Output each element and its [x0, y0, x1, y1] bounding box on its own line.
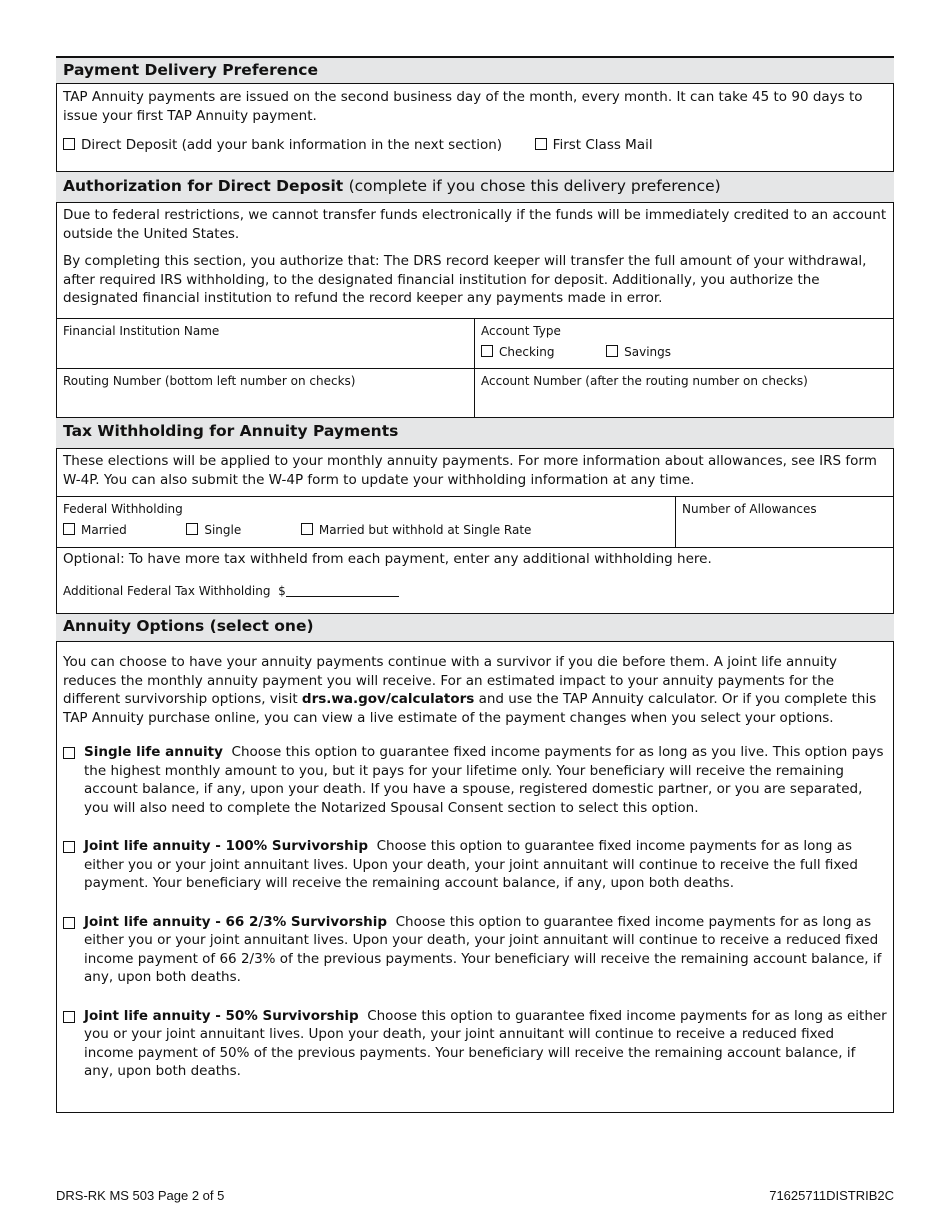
bank-row-2 — [57, 368, 893, 417]
institution-label: Financial Institution Name — [63, 324, 220, 338]
joint-66-text: Choose this option to guarantee fixed income payments for as long as either you or your joint annuitant lives. Upon your death, your joint annuitant will continue to receive a reduced fixed income payment of 66 2/3% of the previous payments. Your beneficiary will receive the remaining account balance, if any, upon both deaths. — [84, 913, 882, 985]
single-life-title: Single life annuity — [84, 744, 223, 760]
annuity-intro-before: You can choose to have your annuity payments continue with a survivor if you die before them. A joint life annuity reduces the monthly annuity payment you will receive. For an estimated impact to your annuity payments for the different survivorship options, visit — [63, 654, 838, 707]
account-type-field — [474, 319, 893, 368]
joint-100-text: Choose this option to guarantee fixed income payments for as long as either you or your joint annuitant lives. Upon your death, your joint annuitant will continue to receive the full fixed payment. Your beneficiary will receive the remaining account balance, if any, upon both deaths. — [84, 838, 858, 891]
direct-deposit-text-2: By completing this section, you authorize that: The DRS record keeper will transfer the full amount of your withdrawal, after required IRS withholding, to the designated financial institution for deposit. Additionally, you authorize the designated financial institution to refund the record keeper any payments made in error. — [63, 253, 867, 306]
single-checkbox[interactable] — [186, 523, 198, 535]
calculator-link[interactable]: drs.wa.gov/calculators — [301, 691, 475, 707]
federal-row — [57, 496, 893, 547]
checking-label: Checking — [499, 345, 555, 359]
additional-withholding-line — [63, 583, 887, 599]
bank-row-1 — [57, 318, 893, 368]
direct-deposit-title-note: (complete if you chose this delivery preference) — [348, 177, 721, 195]
joint-50-checkbox[interactable] — [63, 1011, 75, 1023]
federal-withholding-label: Federal Withholding — [63, 502, 183, 516]
annuity-intro-after: and use the TAP Annuity calculator. Or if you complete this TAP Annuity purchase online, you can view a live estimate of the payment changes when you select your options. — [63, 691, 877, 726]
married-single-rate-checkbox[interactable] — [301, 523, 313, 535]
direct-deposit-checkbox[interactable] — [63, 138, 75, 150]
optional-text: Optional: To have more tax withheld from each payment, enter any additional withholding here. — [63, 551, 712, 567]
institution-field[interactable] — [57, 319, 474, 368]
single-label: Single — [204, 523, 242, 537]
allowances-field[interactable] — [675, 497, 893, 547]
savings-option[interactable] — [606, 345, 671, 359]
annuity-intro — [63, 653, 887, 727]
optional-withholding — [57, 547, 893, 613]
federal-withholding-field — [57, 497, 675, 547]
direct-deposit-section-title — [56, 172, 894, 202]
joint-50-title: Joint life annuity - 50% Survivorship — [84, 1007, 359, 1024]
payment-text: TAP Annuity payments are issued on the second business day of the month, every month. It can take 45 to 90 days to issue your first TAP Annuity payment. — [63, 89, 863, 124]
joint-50-text: Choose this option to guarantee fixed income payments for as long as either you or your joint annuitant lives. Upon your death, your joint annuitant will continue to receive a reduced fixed income payment of 50% of the previous payments. Your beneficiary will receive the remaining account balance, if any, upon both deaths. — [84, 1007, 887, 1079]
checking-option[interactable] — [481, 345, 554, 359]
joint-100-checkbox[interactable] — [63, 841, 75, 853]
direct-deposit-title: Authorization for Direct Deposit — [63, 177, 344, 195]
married-label: Married — [81, 523, 127, 537]
single-life-text: Choose this option to guarantee fixed income payments for as long as you live. This option pays the highest monthly amount to you, but it pays for your lifetime only. Your beneficiary will receive the remaining account balance, if any, upon your death. If you have a spouse, registered domestic partner, or you are separated, you will also need to complete the Notarized Spousal Consent section to select this option. — [84, 744, 884, 816]
joint-66-title: Joint life annuity - 66 2/3% Survivorship — [84, 913, 388, 930]
routing-field[interactable] — [57, 369, 474, 417]
footer-form-id: DRS-RK MS 503 Page 2 of 5 — [56, 1188, 225, 1203]
direct-deposit-text-1: Due to federal restrictions, we cannot transfer funds electronically if the funds will be immediately credited to an account outside the United States. — [63, 207, 887, 242]
direct-deposit-box — [56, 202, 894, 418]
annuity-section-title: Annuity Options (select one) — [56, 614, 894, 641]
payment-section-title: Payment Delivery Preference — [56, 56, 894, 83]
single-option[interactable] — [186, 523, 241, 537]
annuity-option-joint-100 — [63, 837, 887, 893]
direct-deposit-label: Direct Deposit (add your bank information in the next section) — [81, 137, 503, 153]
joint-100-title: Joint life annuity - 100% Survivorship — [84, 838, 368, 854]
tax-box — [56, 448, 894, 614]
direct-deposit-option[interactable] — [63, 137, 502, 153]
savings-checkbox[interactable] — [606, 345, 618, 357]
annuity-box — [56, 641, 894, 1113]
first-class-mail-option[interactable] — [535, 137, 653, 153]
additional-withholding-input[interactable] — [286, 584, 399, 597]
account-type-label: Account Type — [481, 324, 561, 338]
savings-label: Savings — [624, 345, 672, 359]
annuity-option-joint-50 — [63, 1007, 887, 1081]
payment-options — [63, 136, 887, 155]
additional-withholding-label: Additional Federal Tax Withholding — [63, 583, 271, 598]
married-single-rate-label: Married but withhold at Single Rate — [318, 523, 532, 537]
allowances-label: Number of Allowances — [682, 502, 817, 516]
first-class-mail-checkbox[interactable] — [535, 138, 547, 150]
married-single-rate-option[interactable] — [301, 523, 532, 537]
footer-code: 71625711DISTRIB2C — [769, 1188, 894, 1203]
annuity-option-joint-66 — [63, 913, 887, 987]
account-number-field[interactable] — [474, 369, 893, 417]
annuity-option-single — [63, 743, 887, 817]
joint-66-checkbox[interactable] — [63, 917, 75, 929]
dollar-sign: $ — [278, 583, 286, 598]
payment-box — [56, 83, 894, 172]
married-option[interactable] — [63, 523, 127, 537]
married-checkbox[interactable] — [63, 523, 75, 535]
checking-checkbox[interactable] — [481, 345, 493, 357]
single-life-checkbox[interactable] — [63, 747, 75, 759]
tax-text: These elections will be applied to your monthly annuity payments. For more information about allowances, see IRS form W-4P. You can also submit the W-4P form to update your withholding information at any time. — [63, 453, 877, 488]
form — [56, 56, 894, 1113]
account-number-label: Account Number (after the routing number on checks) — [481, 374, 808, 388]
tax-section-title: Tax Withholding for Annuity Payments — [56, 418, 894, 448]
first-class-mail-label: First Class Mail — [552, 137, 653, 153]
routing-label: Routing Number (bottom left number on checks) — [63, 374, 356, 388]
